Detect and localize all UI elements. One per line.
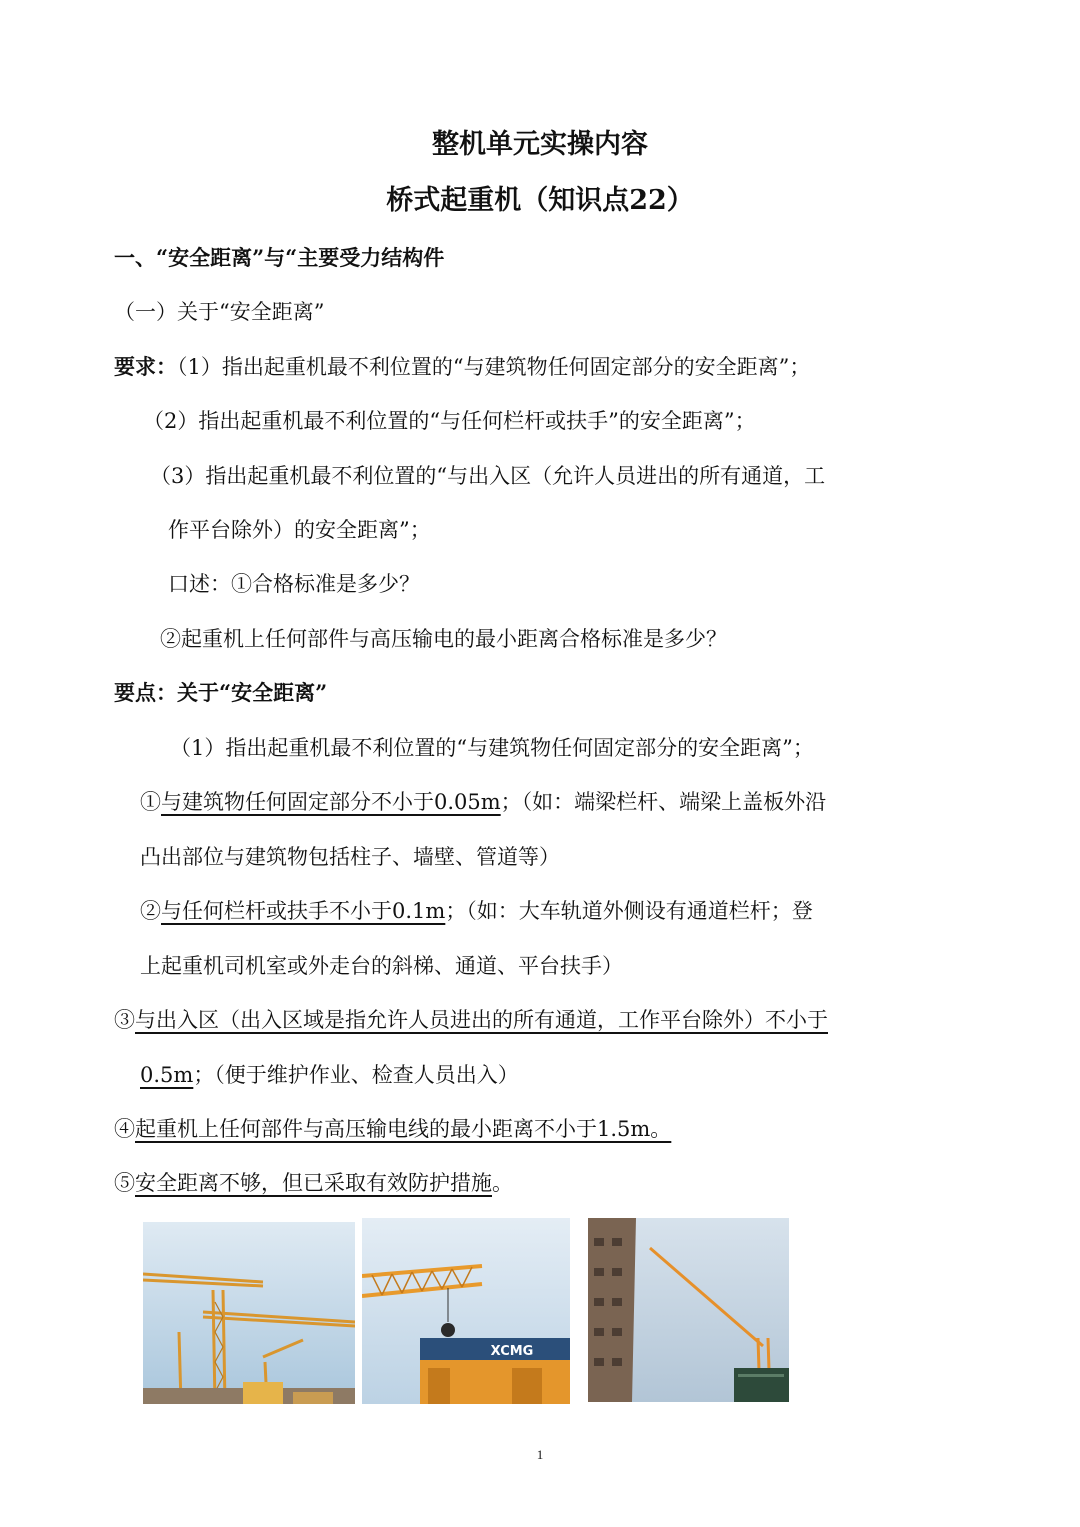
crane-jib-photo — [362, 1218, 570, 1404]
crane-building-photo — [588, 1218, 789, 1402]
page-title: 整机单元实操内容 — [432, 129, 648, 160]
item-5-number: ⑤ — [114, 1171, 135, 1195]
tower-cranes-photo — [143, 1222, 355, 1404]
item-5-underlined: 安全距离不够，但已采取有效防护措施 — [135, 1171, 492, 1195]
item-1-number: ① — [140, 790, 161, 814]
item-1-underlined: 与建筑物任何固定部分不小于0.05m — [161, 790, 501, 814]
oral-question-2: ②起重机上任何部件与高压输电的最小距离合格标准是多少？ — [160, 627, 727, 651]
item-2-cont: 上起重机司机室或外走台的斜梯、通道、平台扶手） — [140, 954, 623, 978]
item-2-number: ② — [140, 899, 161, 923]
keypoint-1: （1）指出起重机最不利位置的“与建筑物任何固定部分的安全距离”； — [170, 736, 814, 760]
section-heading: 一、“安全距离”与“主要受力结构件 — [114, 245, 445, 270]
keypoints-heading: 要点：关于“安全距离” — [114, 680, 328, 705]
item-4 — [114, 1114, 671, 1144]
requirement-1-text: （1）指出起重机最不利位置的“与建筑物任何固定部分的安全距离”； — [177, 355, 811, 379]
item-3-note: ；（便于维护作业、检查人员出入） — [193, 1063, 519, 1087]
page-number: 1 — [536, 1447, 544, 1462]
item-2 — [140, 896, 813, 926]
subsection-heading: （一）关于“安全距离” — [114, 300, 325, 324]
item-3-underlined: 与出入区（出入区域是指允许人员进出的所有通道，工作平台除外）不小于 — [135, 1008, 828, 1032]
item-3-cont — [140, 1060, 519, 1090]
item-1-note: ；（如：端梁栏杆、端梁上盖板外沿 — [500, 790, 827, 814]
item-1 — [140, 787, 826, 817]
requirement-1 — [114, 352, 810, 382]
item-4-underlined: 起重机上任何部件与高压输电线的最小距离不小于1.5m。 — [135, 1117, 672, 1141]
item-4-number: ④ — [114, 1117, 135, 1141]
item-3-number: ③ — [114, 1008, 135, 1032]
item-2-note: ；（如：大车轨道外侧设有通道栏杆；登 — [445, 899, 813, 923]
requirement-label: 要求： — [114, 354, 177, 379]
crane-brand-text: XCMG — [490, 1344, 534, 1359]
item-3-value: 0.5m — [140, 1063, 194, 1087]
item-1-cont: 凸出部位与建筑物包括柱子、墙壁、管道等） — [140, 845, 560, 869]
item-2-underlined: 与任何栏杆或扶手不小于0.1m — [161, 899, 446, 923]
requirement-3-cont: 作平台除外）的安全距离”； — [168, 518, 431, 542]
page-subtitle: 桥式起重机（知识点22） — [386, 185, 694, 216]
oral-question-1: 口述：①合格标准是多少？ — [168, 572, 420, 596]
item-5-period: 。 — [492, 1171, 513, 1195]
item-3 — [114, 1005, 828, 1035]
requirement-3: （3）指出起重机最不利位置的“与出入区（允许人员进出的所有通道，工 — [150, 464, 826, 488]
requirement-2: （2）指出起重机最不利位置的“与任何栏杆或扶手”的安全距离”； — [143, 409, 756, 433]
item-5 — [114, 1168, 513, 1198]
photo-row — [0, 1218, 1080, 1404]
